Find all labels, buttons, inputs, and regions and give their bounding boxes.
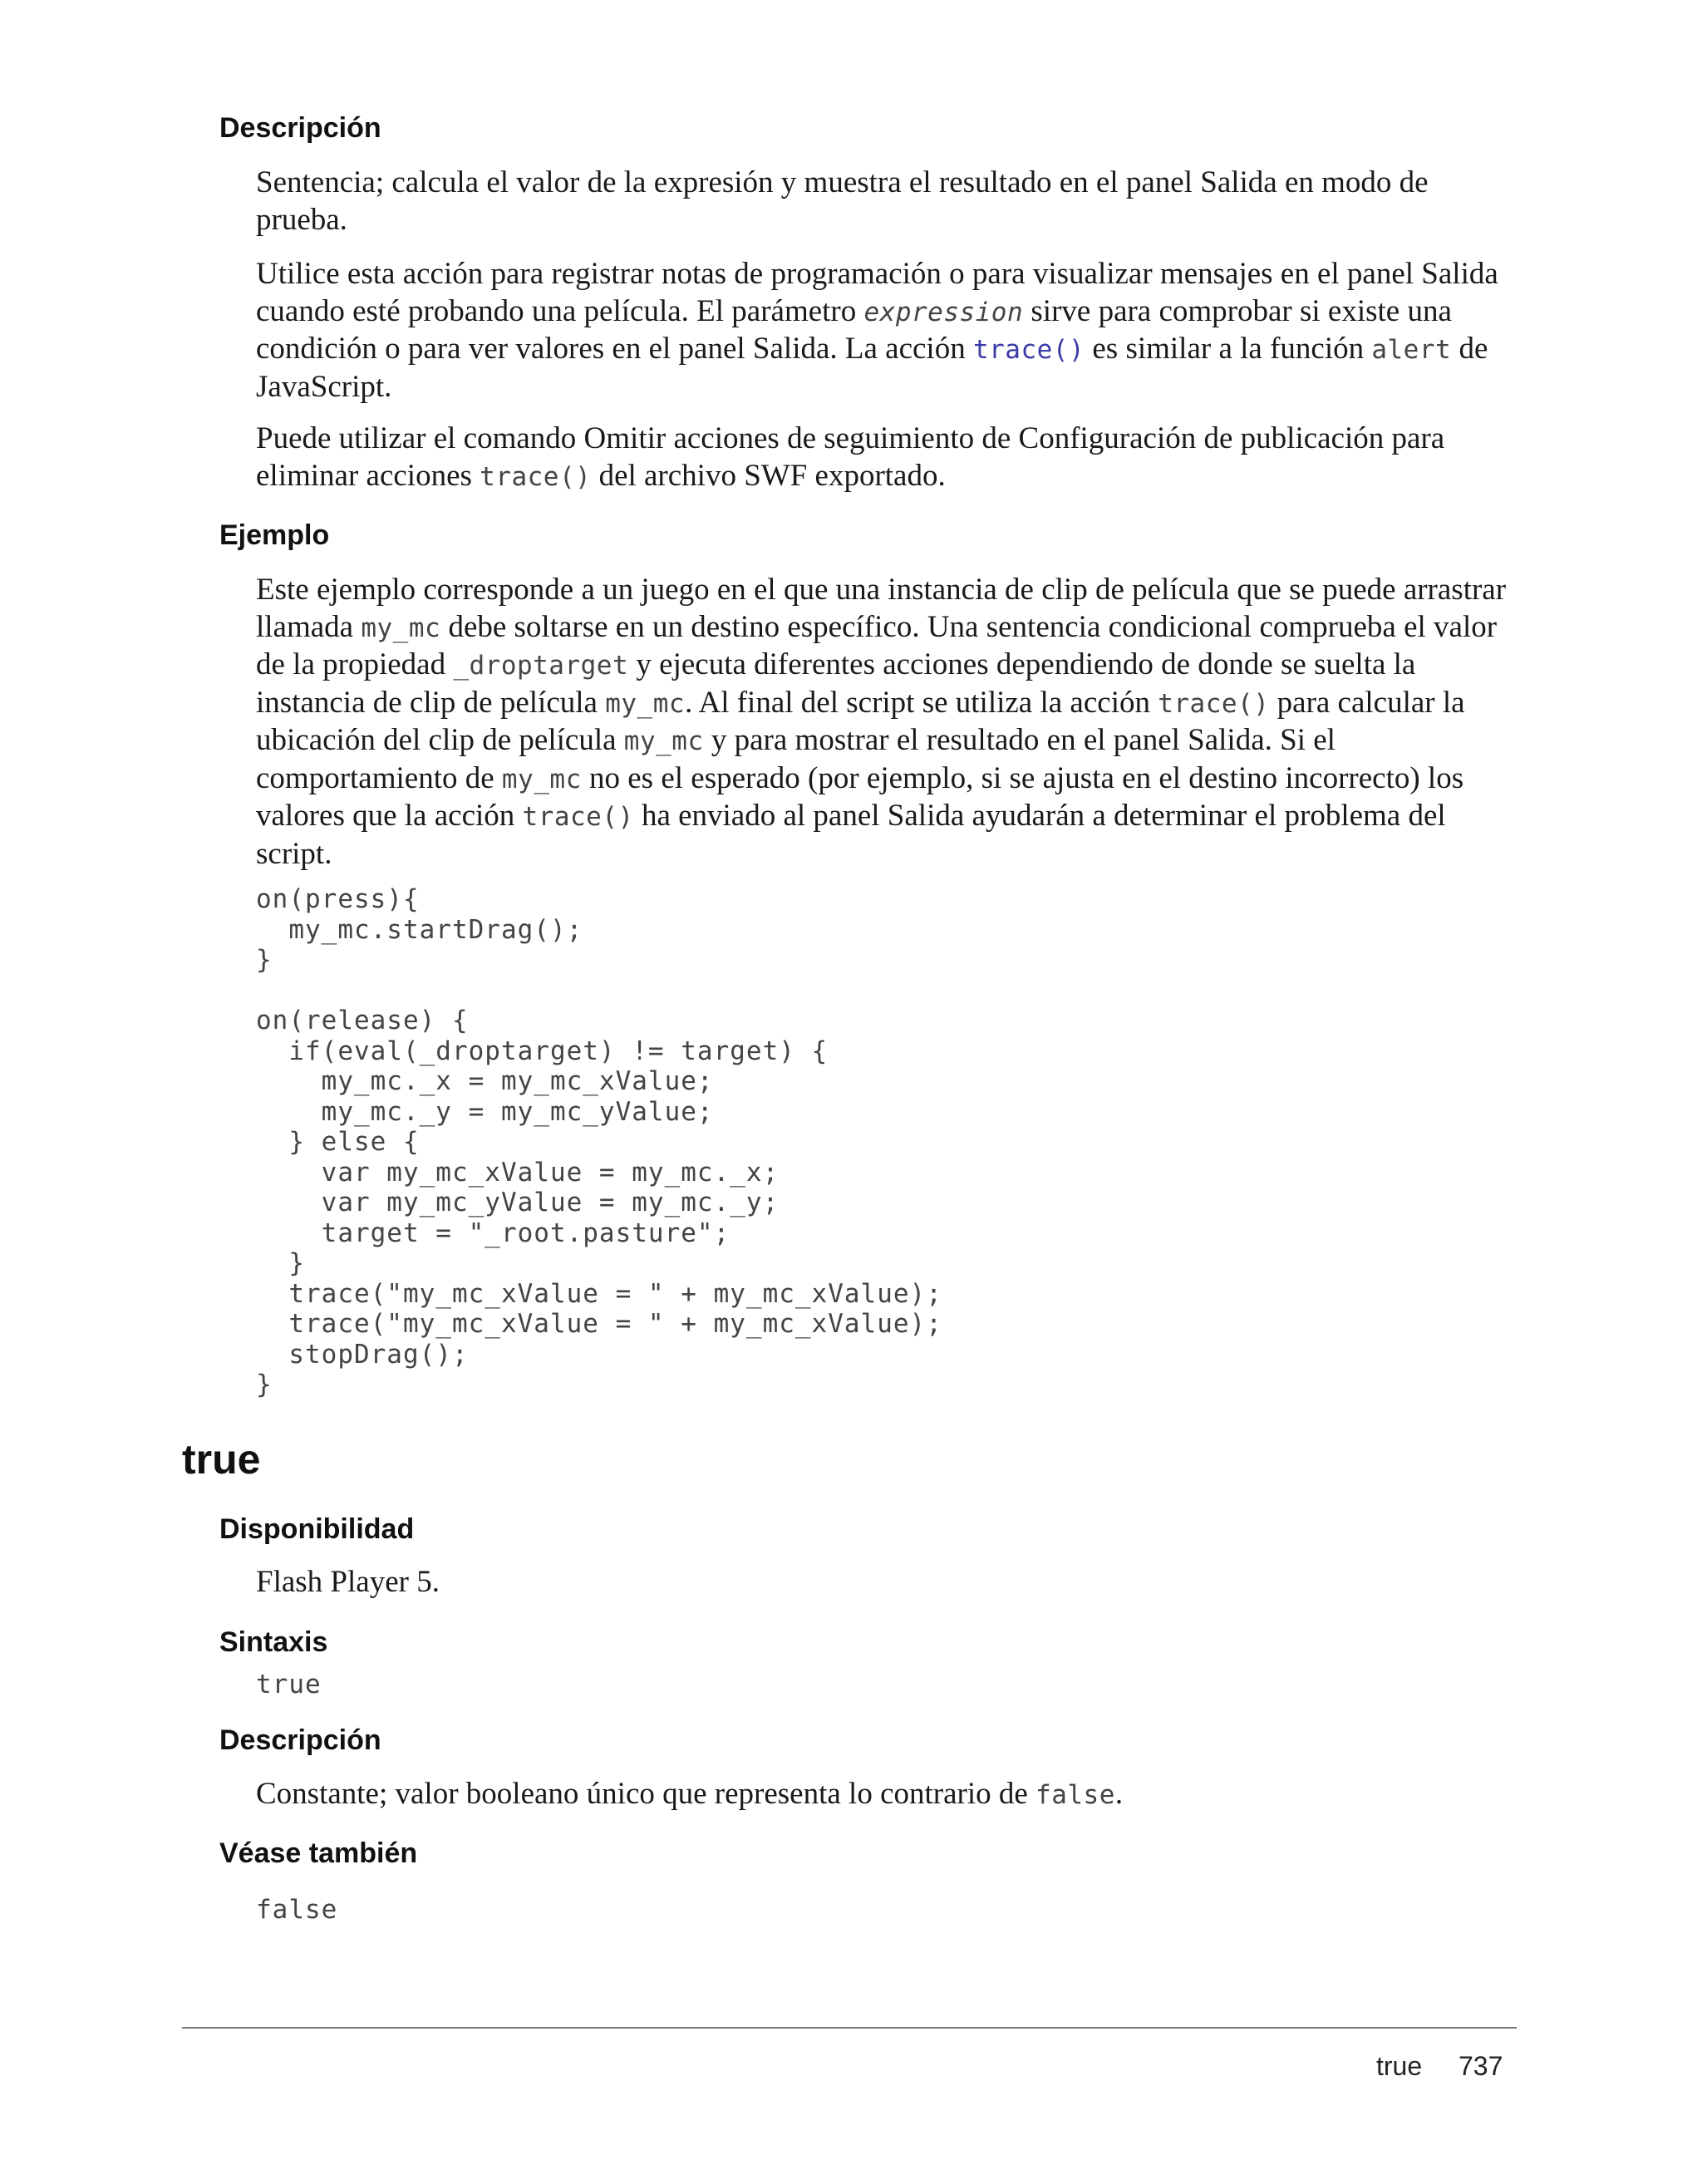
text-run: Utilice esta acción para registrar notas de programación o para visualizar mensajes en el panel Salida cuando esté probando una película. El parámetro <box>256 257 1498 328</box>
link-trace[interactable]: trace() <box>972 335 1085 365</box>
code-alert: alert <box>1371 335 1452 365</box>
code-trace: trace() <box>480 461 592 492</box>
text-run: Este ejemplo corresponde a un juego en el que una instancia de clip de película que se puede arrastrar llamada <box>256 573 1507 644</box>
code-my-mc: my_mc <box>623 726 704 756</box>
code-my-mc: my_mc <box>605 688 686 719</box>
text-run: ha enviado al panel Salida ayudarán a determinar el problema del script. <box>256 799 1446 871</box>
code-expression: expression <box>863 297 1024 327</box>
example-paragraph <box>256 572 1523 873</box>
text-run: Constante; valor booleano único que representa lo contrario de <box>256 1777 1036 1811</box>
true-description <box>256 1776 1523 1814</box>
heading-descripcion: Descripción <box>219 112 381 144</box>
description-paragraph-2 <box>256 256 1523 406</box>
availability-text: Flash Player 5. <box>256 1565 440 1599</box>
footer-divider <box>182 2027 1517 2029</box>
heading-descripcion-true: Descripción <box>219 1724 381 1756</box>
text-run: . <box>1114 1777 1124 1811</box>
text-run: de JavaScript. <box>256 332 1488 404</box>
see-also-link-false[interactable]: false <box>256 1895 338 1925</box>
footer-page-number: 737 <box>1459 2051 1503 2081</box>
text-run: para calcular la ubicación del clip de película <box>256 685 1465 757</box>
footer-section-name: true <box>1376 2051 1423 2081</box>
text-run: sirve para comprobar si existe una condición o para ver valores en el panel Salida. La acción <box>256 293 1452 366</box>
code-trace: trace() <box>1158 688 1270 719</box>
heading-vease-tambien: Véase también <box>219 1837 418 1869</box>
code-trace: trace() <box>522 802 634 832</box>
example-code-block: on(press){ my_mc.startDrag(); } on(release) { if(eval(_droptarget) != target) { my_mc._x = my_mc_xValue; my_mc._y = my_mc_yValue; } else { var my_mc_xValue = my_mc._x; var my_mc_yValue = my_mc._y; target = "_root.pasture"; } trace("my_mc_xValue = " + my_mc_xValue); trace("my_mc_xValue = " + my_mc_xValue); stopDrag(); } <box>256 884 942 1399</box>
heading-disponibilidad: Disponibilidad <box>219 1513 415 1545</box>
entry-title: true <box>182 1436 261 1483</box>
text-run: debe soltarse en un destino específico. Una sentencia condicional comprueba el valor de la propiedad <box>256 609 1498 681</box>
heading-ejemplo: Ejemplo <box>219 519 330 551</box>
code-my-mc: my_mc <box>501 764 582 794</box>
text-run: es similar a la función <box>1085 332 1372 366</box>
description-paragraph-3 <box>256 421 1523 495</box>
code-my-mc: my_mc <box>361 612 441 643</box>
text-run: y para mostrar el resultado en el panel Salida. Si el comportamiento de <box>256 723 1336 795</box>
text-run: del archivo SWF exportado. <box>591 458 946 493</box>
text-run: . Al final del script se utiliza la acción <box>685 685 1158 720</box>
syntax-code: true <box>256 1670 322 1699</box>
text-run: y ejecuta diferentes acciones dependiendo de donde se suelta la instancia de clip de película <box>256 647 1416 720</box>
heading-sintaxis: Sintaxis <box>219 1626 328 1658</box>
text-run: Puede utilizar el comando Omitir acciones de seguimiento de Configuración de publicación para eliminar acciones <box>256 421 1445 493</box>
text-run: no es el esperado (por ejemplo, si se ajusta en el destino incorrecto) los valores que la acción <box>256 760 1464 833</box>
code-droptarget: _droptarget <box>453 651 629 681</box>
description-paragraph-1: Sentencia; calcula el valor de la expresión y muestra el resultado en el panel Salida en modo de prueba. <box>256 165 1429 237</box>
code-false: false <box>1035 1780 1115 1810</box>
